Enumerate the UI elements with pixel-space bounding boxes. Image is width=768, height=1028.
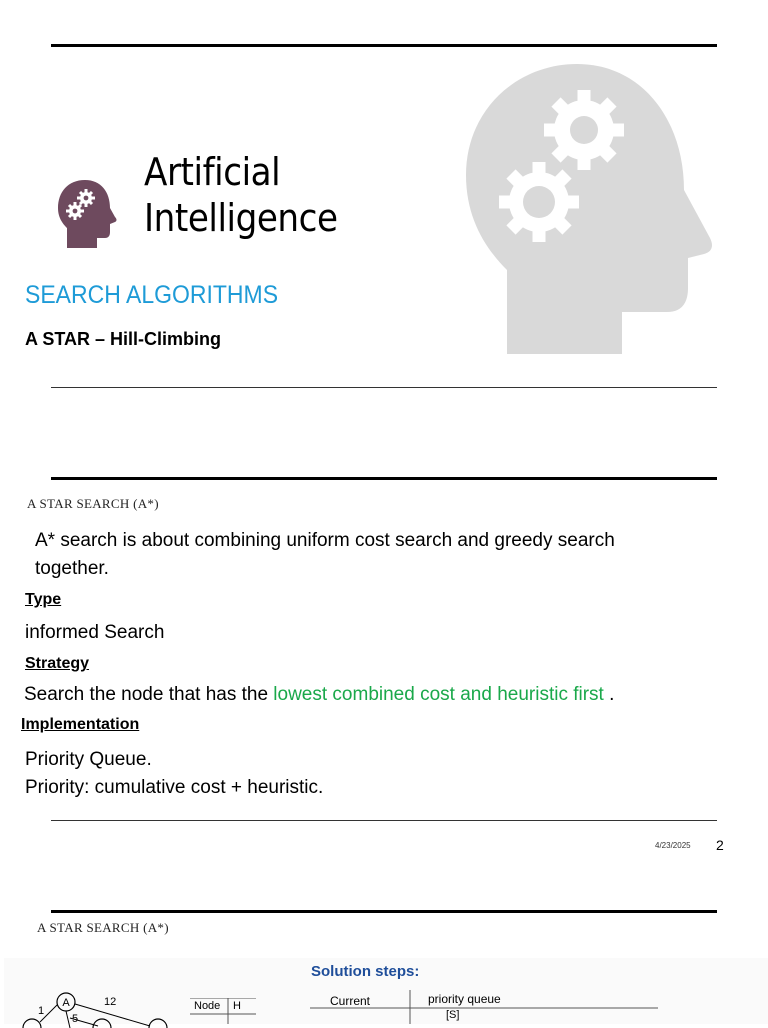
graph-edge-label-12: 12	[104, 996, 117, 1008]
strategy-label: Strategy	[25, 655, 90, 672]
type-label: Type	[25, 591, 62, 608]
slide3-heading: A STAR SEARCH (A*)	[37, 920, 169, 935]
graph-node-a-label: A	[62, 997, 70, 1009]
implementation-line-1: Priority Queue.	[25, 749, 152, 770]
slide-date: 4/23/2025	[655, 841, 691, 850]
top-divider	[51, 44, 717, 47]
subtitle: A STAR – Hill-Climbing	[25, 329, 221, 349]
type-value: informed Search	[25, 622, 165, 643]
slide2-heading: A STAR SEARCH (A*)	[27, 496, 159, 511]
steps-column-priority-queue: priority queue	[428, 992, 501, 1006]
slide3-top-divider	[51, 910, 717, 913]
slide2-bottom-divider	[51, 820, 717, 821]
title-line-2: Intelligence	[144, 196, 338, 240]
slide1-bottom-divider	[51, 387, 717, 388]
implementation-line-2: Priority: cumulative cost + heuristic.	[25, 777, 324, 798]
title-line-1: Artificial	[144, 150, 281, 194]
graph-diagram	[10, 988, 180, 1028]
graph-edge-down	[66, 1011, 70, 1028]
intro-paragraph: A* search is about combining uniform cost search and greedy search together.	[35, 530, 615, 579]
strategy-text	[24, 684, 614, 706]
strategy-suffix: .	[603, 684, 615, 705]
section-heading: SEARCH ALGORITHMS	[25, 281, 279, 309]
graph-edge-label-1: 1	[38, 1005, 45, 1017]
slide2-top-divider	[51, 477, 717, 480]
table-header-node: Node	[194, 1000, 221, 1012]
solution-title: Solution steps:	[311, 963, 420, 980]
head-gears-icon	[55, 178, 117, 250]
slide-number: 2	[716, 837, 724, 853]
strategy-prefix: Search the node that has the	[24, 684, 274, 705]
strategy-highlight: lowest combined cost and heuristic first	[273, 684, 604, 705]
implementation-label: Implementation	[21, 716, 140, 733]
graph-edge-label-5: 5	[72, 1013, 79, 1025]
steps-column-current: Current	[330, 994, 371, 1008]
table-header-h: H	[233, 1000, 241, 1012]
priority-queue-entry: [S]	[446, 1009, 460, 1021]
head-gears-illustration	[462, 60, 714, 356]
